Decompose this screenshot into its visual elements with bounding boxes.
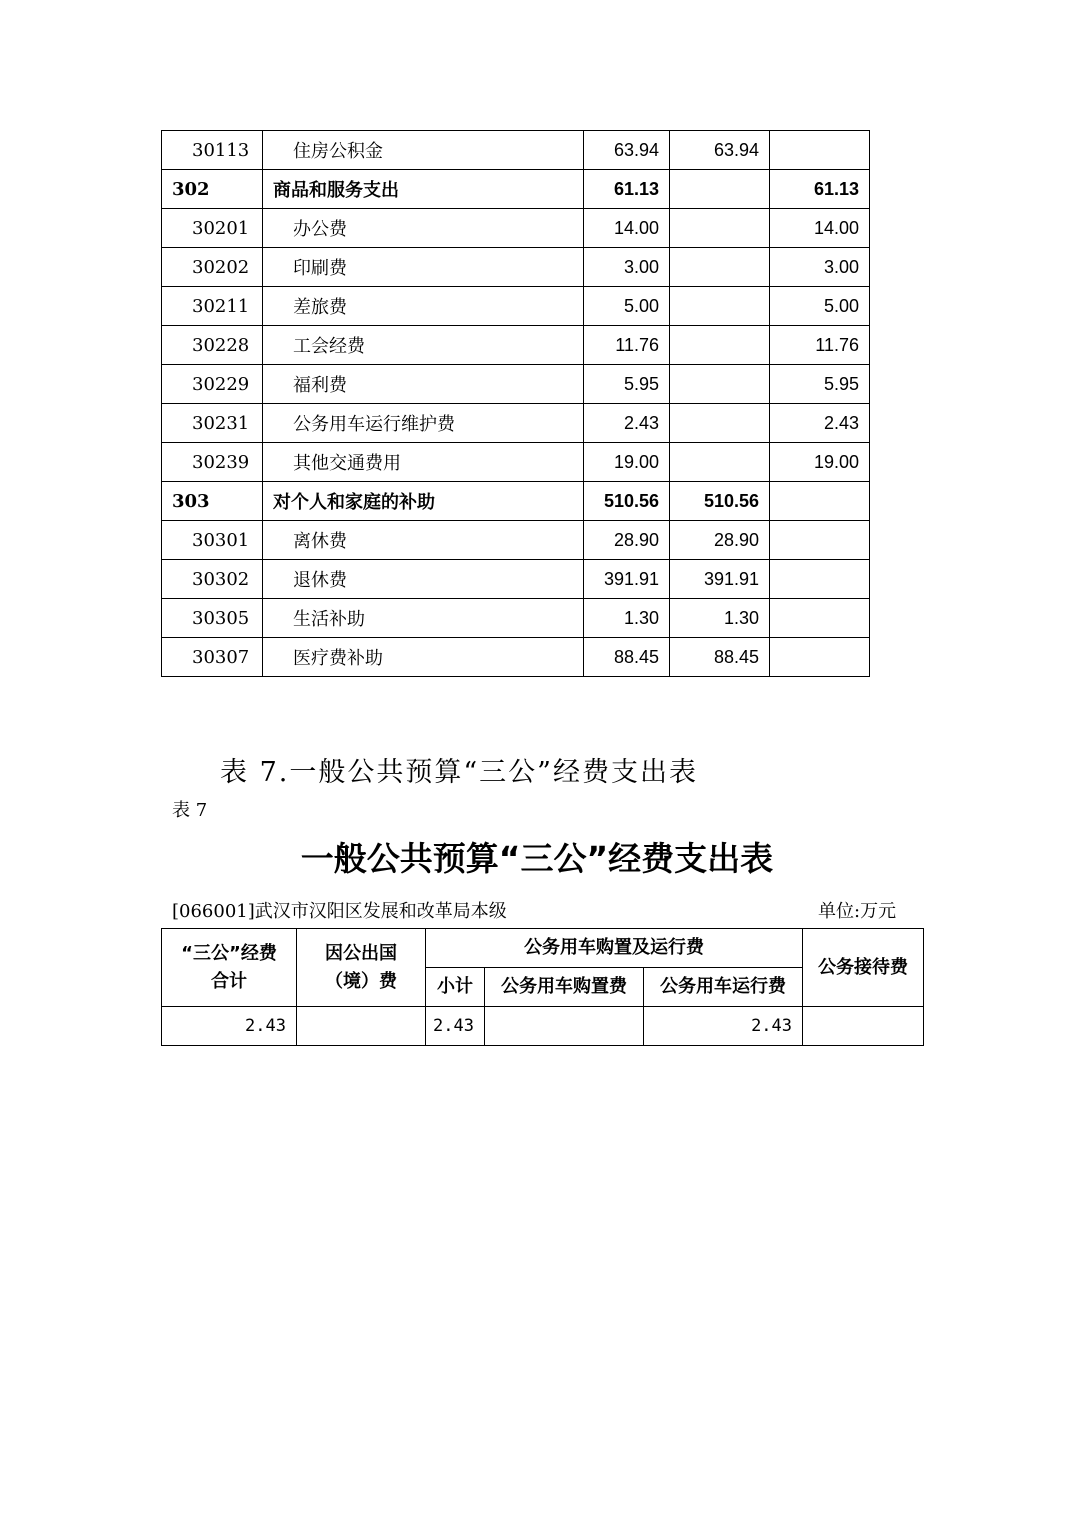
cell-total: 19.00 bbox=[584, 443, 670, 482]
table-row bbox=[162, 248, 870, 287]
table-row bbox=[162, 560, 870, 599]
cell-name: 其他交通费用 bbox=[263, 443, 584, 482]
cell-total: 510.56 bbox=[584, 482, 670, 521]
cell-basic bbox=[670, 209, 770, 248]
table-row bbox=[162, 521, 870, 560]
cell-name: 对个人和家庭的补助 bbox=[263, 482, 584, 521]
cell-total: 61.13 bbox=[584, 170, 670, 209]
table-row bbox=[162, 443, 870, 482]
cell-code: 30113 bbox=[162, 131, 263, 170]
cell-project: 61.13 bbox=[770, 170, 870, 209]
cell-code: 303 bbox=[162, 482, 263, 521]
cell-total: 11.76 bbox=[584, 326, 670, 365]
cell-name: 办公费 bbox=[263, 209, 584, 248]
header-total-line2: 合计 bbox=[211, 970, 247, 992]
cell-code: 302 bbox=[162, 170, 263, 209]
cell-project: 2.43 bbox=[770, 404, 870, 443]
header-total bbox=[162, 929, 297, 1007]
header-subtotal: 小计 bbox=[426, 968, 485, 1007]
cell-code: 30301 bbox=[162, 521, 263, 560]
cell-project bbox=[770, 131, 870, 170]
cell-project bbox=[770, 638, 870, 677]
cell-basic: 391.91 bbox=[670, 560, 770, 599]
cell-total: 5.95 bbox=[584, 365, 670, 404]
cell-basic: 63.94 bbox=[670, 131, 770, 170]
cell-basic bbox=[670, 248, 770, 287]
cell-project bbox=[770, 521, 870, 560]
cell-basic bbox=[670, 170, 770, 209]
table-row bbox=[162, 170, 870, 209]
cell-basic: 1.30 bbox=[670, 599, 770, 638]
table-row bbox=[162, 638, 870, 677]
table-row bbox=[162, 404, 870, 443]
cell-project bbox=[770, 560, 870, 599]
cell-purchase bbox=[485, 1007, 644, 1046]
cell-project bbox=[770, 599, 870, 638]
section-heading: 表 7.一般公共预算“三公”经费支出表 bbox=[220, 757, 698, 788]
cell-total: 88.45 bbox=[584, 638, 670, 677]
cell-subtotal: 2.43 bbox=[426, 1007, 485, 1046]
cell-name: 离休费 bbox=[263, 521, 584, 560]
cell-name: 商品和服务支出 bbox=[263, 170, 584, 209]
cell-project: 5.00 bbox=[770, 287, 870, 326]
cell-total: 1.30 bbox=[584, 599, 670, 638]
page-title: 一般公共预算“三公”经费支出表 bbox=[300, 839, 774, 878]
table-row bbox=[162, 482, 870, 521]
cell-project: 19.00 bbox=[770, 443, 870, 482]
table-row bbox=[162, 1007, 924, 1046]
header-abroad-line2: （境）费 bbox=[325, 970, 397, 992]
cell-basic: 88.45 bbox=[670, 638, 770, 677]
cell-code: 30202 bbox=[162, 248, 263, 287]
table-tag: 表 7 bbox=[172, 800, 208, 821]
cell-name: 生活补助 bbox=[263, 599, 584, 638]
unit-name: [066001]武汉市汉阳区发展和改革局本级 bbox=[172, 901, 507, 922]
cell-operation: 2.43 bbox=[644, 1007, 803, 1046]
cell-basic: 28.90 bbox=[670, 521, 770, 560]
cell-basic bbox=[670, 287, 770, 326]
cell-name: 印刷费 bbox=[263, 248, 584, 287]
cell-code: 30229 bbox=[162, 365, 263, 404]
cell-basic bbox=[670, 404, 770, 443]
cell-total: 2.43 bbox=[584, 404, 670, 443]
cell-total: 3.00 bbox=[584, 248, 670, 287]
cell-name: 福利费 bbox=[263, 365, 584, 404]
cell-total: 63.94 bbox=[584, 131, 670, 170]
cell-name: 住房公积金 bbox=[263, 131, 584, 170]
cell-total: 28.90 bbox=[584, 521, 670, 560]
table-row bbox=[162, 131, 870, 170]
header-abroad-line1: 因公出国 bbox=[325, 942, 397, 964]
cell-name: 退休费 bbox=[263, 560, 584, 599]
cell-basic bbox=[670, 365, 770, 404]
expense-detail-body bbox=[162, 131, 870, 677]
cell-code: 30211 bbox=[162, 287, 263, 326]
header-purchase: 公务用车购置费 bbox=[485, 968, 644, 1007]
table-row bbox=[162, 209, 870, 248]
cell-project: 3.00 bbox=[770, 248, 870, 287]
cell-project: 5.95 bbox=[770, 365, 870, 404]
cell-basic bbox=[670, 326, 770, 365]
cell-name: 公务用车运行维护费 bbox=[263, 404, 584, 443]
cell-total: 2.43 bbox=[162, 1007, 297, 1046]
cell-project: 14.00 bbox=[770, 209, 870, 248]
header-operation: 公务用车运行费 bbox=[644, 968, 803, 1007]
header-abroad bbox=[297, 929, 426, 1007]
expense-detail-table bbox=[161, 130, 870, 677]
cell-total: 14.00 bbox=[584, 209, 670, 248]
cell-code: 30201 bbox=[162, 209, 263, 248]
header-vehicle-group: 公务用车购置及运行费 bbox=[426, 929, 803, 968]
cell-code: 30239 bbox=[162, 443, 263, 482]
cell-code: 30307 bbox=[162, 638, 263, 677]
cell-name: 医疗费补助 bbox=[263, 638, 584, 677]
cell-abroad bbox=[297, 1007, 426, 1046]
cell-total: 391.91 bbox=[584, 560, 670, 599]
cell-code: 30228 bbox=[162, 326, 263, 365]
cell-code: 30231 bbox=[162, 404, 263, 443]
three-public-expense-table bbox=[161, 928, 924, 1046]
header-row-top bbox=[162, 929, 924, 968]
cell-name: 工会经费 bbox=[263, 326, 584, 365]
cell-code: 30302 bbox=[162, 560, 263, 599]
table-row bbox=[162, 599, 870, 638]
cell-reception bbox=[803, 1007, 924, 1046]
unit-label: 单位:万元 bbox=[818, 901, 897, 922]
cell-project: 11.76 bbox=[770, 326, 870, 365]
table-row bbox=[162, 287, 870, 326]
cell-total: 5.00 bbox=[584, 287, 670, 326]
cell-code: 30305 bbox=[162, 599, 263, 638]
table-row bbox=[162, 365, 870, 404]
cell-basic bbox=[670, 443, 770, 482]
table-row bbox=[162, 326, 870, 365]
cell-name: 差旅费 bbox=[263, 287, 584, 326]
header-total-line1: “三公”经费 bbox=[181, 942, 277, 964]
header-reception: 公务接待费 bbox=[803, 929, 924, 1007]
cell-project bbox=[770, 482, 870, 521]
cell-basic: 510.56 bbox=[670, 482, 770, 521]
